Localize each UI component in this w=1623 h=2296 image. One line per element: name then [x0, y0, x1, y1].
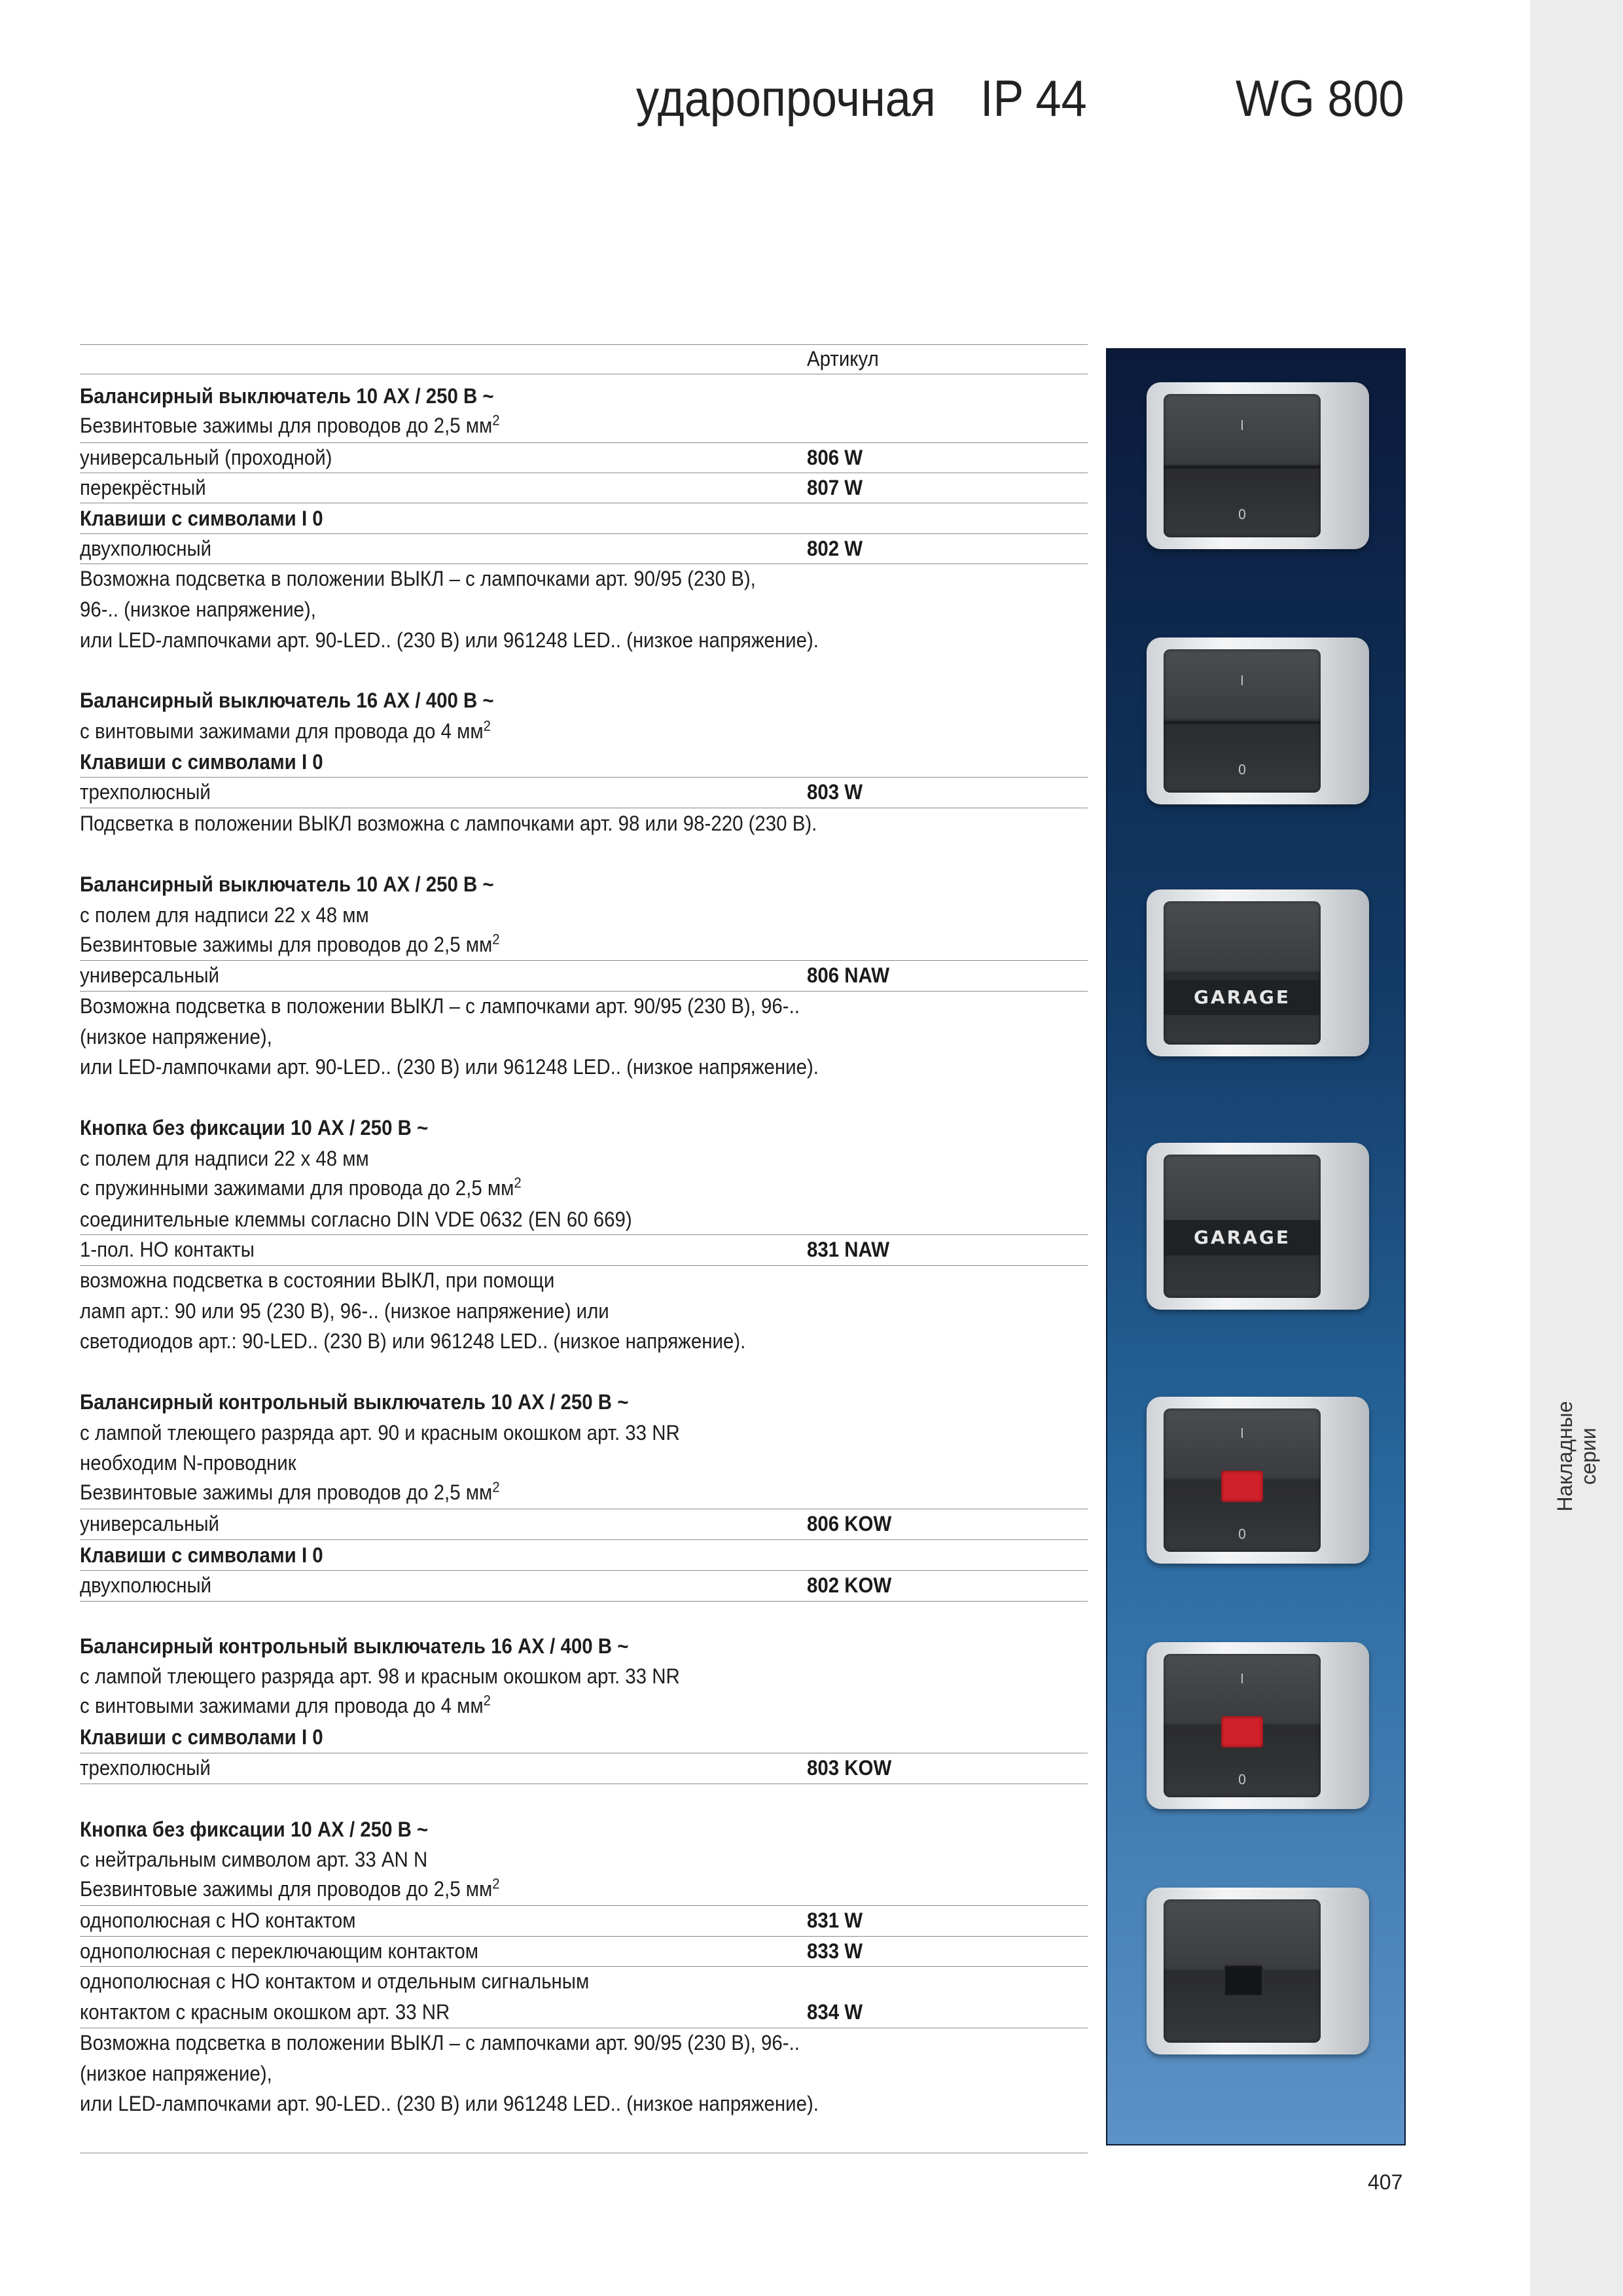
note-text: или LED-лампочками арт. 90-LED.. (230 В) или 961248 LED.. (низкое напряжение).	[80, 1055, 819, 1079]
spec-text: с лампой тлеющего разряда арт. 90 и красным окошком арт. 33 NR	[80, 1421, 680, 1444]
variant-label: однополюсная с НО контактом	[80, 1909, 356, 1932]
spec-text: с пружинными зажимами для провода до 2,5 $мм^2$	[80, 1174, 522, 1200]
variant-label: двухполюсный	[80, 1573, 212, 1597]
article-number: 831 NAW	[807, 1238, 889, 1261]
keys-label: Клавиши с символами I 0	[80, 1725, 323, 1749]
spec-text: соединительные клеммы согласно DIN VDE 0632 (EN 60 669)	[80, 1208, 632, 1231]
spec-text: с винтовыми зажимами для провода до 4 $мм^2$	[80, 717, 491, 743]
keys-label: Клавиши с символами I 0	[80, 750, 323, 774]
spec-text: необходим N-проводник	[80, 1451, 296, 1475]
note-text: 96-.. (низкое напряжение),	[80, 598, 316, 621]
rule	[80, 344, 1088, 345]
article-number: 833 W	[807, 1939, 863, 1963]
note-text: (низкое напряжение),	[80, 2062, 272, 2085]
note-text: или LED-лампочками арт. 90-LED.. (230 В) или 961248 LED.. (низкое напряжение).	[80, 2092, 819, 2115]
article-number: 803 W	[807, 780, 863, 804]
rule	[80, 1966, 1088, 1967]
note-text: светодиодов арт.: 90-LED.. (230 В) или 961248 LED.. (низкое напряжение).	[80, 1329, 746, 1353]
side-tab	[1530, 0, 1623, 2296]
variant-label: однополюсная с переключающим контактом	[80, 1939, 478, 1963]
rule	[80, 991, 1088, 992]
variant-label: трехполюсный	[80, 780, 211, 804]
switch-image-rocker-3pole: I 0	[1147, 637, 1369, 804]
variant-label: контактом с красным окошком арт. 33 NR	[80, 2000, 450, 2024]
side-tab-label: Накладные серии	[1553, 1401, 1600, 1512]
rule	[80, 1265, 1088, 1266]
product-title: Кнопка без фиксации 10 AX / 250 В ~	[80, 1116, 429, 1139]
note-text: возможна подсветка в состоянии ВЫКЛ, при помощи	[80, 1268, 555, 1292]
product-title: Балансирный контрольный выключатель 16 AX / 400 В ~	[80, 1634, 629, 1658]
switch-image-pushbutton	[1147, 1888, 1369, 2054]
product-title: Кнопка без фиксации 10 AX / 250 В ~	[80, 1818, 429, 1841]
keys-label: Клавиши с символами I 0	[80, 1543, 323, 1567]
note-text: Подсветка в положении ВЫКЛ возможна с лампочками арт. 98 или 98-220 (230 В).	[80, 812, 817, 835]
rule	[80, 533, 1088, 534]
variant-label: 1-пол. НО контакты	[80, 1238, 255, 1261]
page-title-impact: ударопрочная	[636, 69, 936, 127]
rule	[80, 777, 1088, 778]
page-title-series: WG 800	[1236, 69, 1404, 127]
page-title-ip: IP 44	[980, 69, 1087, 127]
rule	[80, 1570, 1088, 1571]
spec-text: с полем для надписи 22 х 48 мм	[80, 903, 369, 927]
rule	[80, 960, 1088, 961]
article-number: 802 W	[807, 537, 863, 560]
note-text: Возможна подсветка в положении ВЫКЛ – с лампочками арт. 90/95 (230 В), 96-..	[80, 2031, 800, 2054]
product-title: Балансирный выключатель 10 AX / 250 В ~	[80, 384, 494, 408]
note-text: или LED-лампочками арт. 90-LED.. (230 В) или 961248 LED.. (низкое напряжение).	[80, 628, 819, 652]
spec-text: с винтовыми зажимами для провода до 4 $мм^2$	[80, 1692, 491, 1717]
spec-text: с лампой тлеющего разряда арт. 98 и красным окошком арт. 33 NR	[80, 1664, 680, 1688]
variant-label: универсальный	[80, 963, 219, 987]
rule	[80, 442, 1088, 443]
spec-text: Безвинтовые зажимы для проводов до 2,5 $мм^2$	[80, 931, 500, 956]
article-number: 806 W	[807, 446, 863, 469]
product-photo-column	[1106, 348, 1406, 2145]
spec-text: Безвинтовые зажимы для проводов до 2,5 $мм^2$	[80, 412, 500, 437]
article-number: 803 KOW	[807, 1756, 892, 1780]
note-text: Возможна подсветка в положении ВЫКЛ – с лампочками арт. 90/95 (230 В),	[80, 567, 756, 590]
article-number: 806 KOW	[807, 1512, 892, 1535]
article-number: 802 KOW	[807, 1573, 892, 1597]
note-text: Возможна подсветка в положении ВЫКЛ – с лампочками арт. 90/95 (230 В), 96-..	[80, 994, 800, 1018]
spec-text: с нейтральным символом арт. 33 AN N	[80, 1848, 428, 1871]
page-number: 407	[1368, 2170, 1403, 2194]
article-number: 807 W	[807, 476, 863, 499]
article-number: 806 NAW	[807, 963, 889, 987]
column-header-article: Артикул	[807, 347, 879, 370]
rule	[80, 1601, 1088, 1602]
variant-label: универсальный	[80, 1512, 219, 1535]
rule	[80, 1936, 1088, 1937]
spec-text: с полем для надписи 22 х 48 мм	[80, 1147, 369, 1170]
switch-image-garage: GARAGE	[1147, 889, 1369, 1056]
switch-image-indicator-3pole: I 0	[1147, 1642, 1369, 1809]
note-text: ламп арт.: 90 или 95 (230 В), 96-.. (низкое напряжение) или	[80, 1299, 609, 1323]
variant-label: универсальный (проходной)	[80, 446, 332, 469]
switch-image-rocker: I 0	[1147, 382, 1369, 549]
variant-label: двухполюсный	[80, 537, 212, 560]
switch-image-indicator: I 0	[1147, 1397, 1369, 1564]
product-title: Балансирный выключатель 16 AX / 400 В ~	[80, 689, 494, 712]
switch-image-garage-push: GARAGE	[1147, 1143, 1369, 1310]
variant-label: перекрёстный	[80, 476, 206, 499]
rule	[80, 1905, 1088, 1906]
variant-label: трехполюсный	[80, 1756, 211, 1780]
spec-text: Безвинтовые зажимы для проводов до 2,5 $мм^2$	[80, 1875, 500, 1901]
note-text: (низкое напряжение),	[80, 1025, 272, 1049]
article-number: 831 W	[807, 1909, 863, 1932]
spec-text: Безвинтовые зажимы для проводов до 2,5 $мм^2$	[80, 1479, 500, 1504]
variant-label: однополюсная с НО контактом и отдельным сигнальным	[80, 1969, 590, 1993]
article-number: 834 W	[807, 2000, 863, 2024]
product-title: Балансирный контрольный выключатель 10 AX / 250 В ~	[80, 1390, 629, 1414]
rule	[80, 1539, 1088, 1540]
keys-label: Клавиши с символами I 0	[80, 507, 323, 530]
product-title: Балансирный выключатель 10 AX / 250 В ~	[80, 872, 494, 896]
rule	[80, 1234, 1088, 1235]
